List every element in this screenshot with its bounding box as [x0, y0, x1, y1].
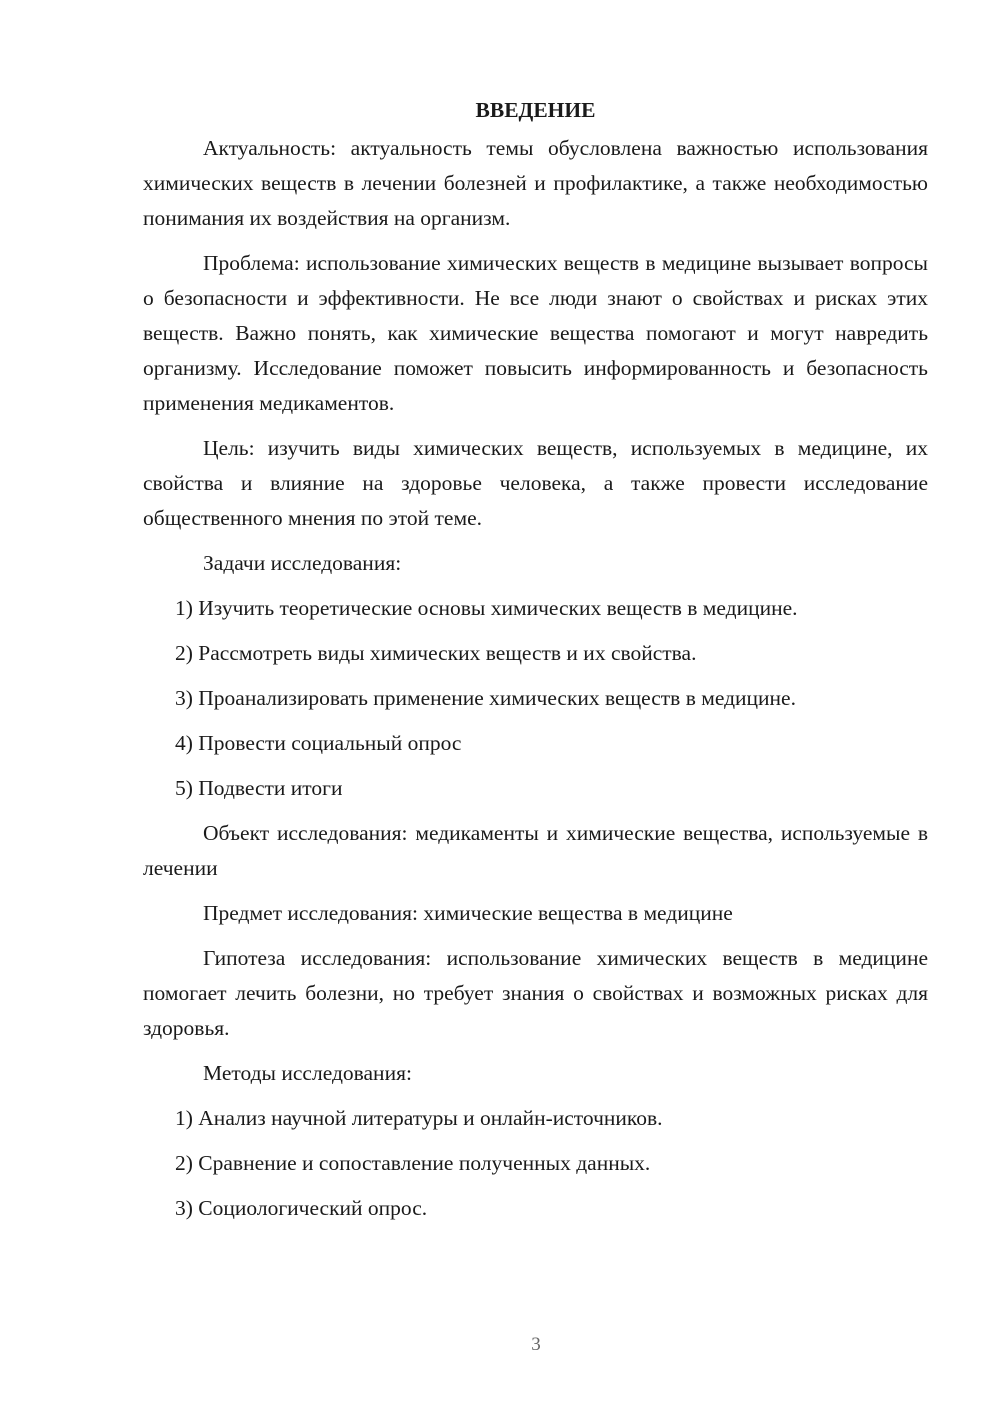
subject-paragraph: Предмет исследования: химические вещества в медицине	[203, 901, 733, 925]
tasks-list	[143, 591, 928, 806]
list-item-method-3: 3) Социологический опрос.	[175, 1196, 428, 1220]
page-number: 3	[531, 1334, 541, 1355]
object-paragraph: Объект исследования: медикаменты и химические вещества, используемые в лечении	[143, 821, 928, 880]
methods-heading: Методы исследования:	[203, 1061, 412, 1085]
page-title: ВВЕДЕНИЕ	[475, 98, 596, 122]
list-item-task-2: 2) Рассмотреть виды химических веществ и их свойства.	[175, 641, 697, 665]
tasks-heading: Задачи исследования:	[203, 551, 402, 575]
list-item-method-2: 2) Сравнение и сопоставление полученных данных.	[175, 1151, 651, 1175]
actuality-paragraph: Актуальность: актуальность темы обусловлена важностью использования химических веществ в лечении болезней и профилактике, а также необходимостью понимания их воздействия на организм.	[143, 136, 928, 230]
list-item-task-4: 4) Провести социальный опрос	[175, 731, 462, 755]
list-item-task-1: 1) Изучить теоретические основы химических веществ в медицине.	[175, 596, 798, 620]
problem-paragraph: Проблема: использование химических веществ в медицине вызывает вопросы о безопасности и эффективности. Не все люди знают о свойствах и рисках этих веществ. Важно понять, как химические вещества помогают и могут навредить организму. Исследование поможет повысить информированность и безопасность применения медикаментов.	[143, 251, 928, 415]
goal-paragraph: Цель: изучить виды химических веществ, используемых в медицине, их свойства и влияние на здоровье человека, а также провести исследование общественного мнения по этой теме.	[143, 436, 928, 530]
list-item-method-1: 1) Анализ научной литературы и онлайн-источников.	[175, 1106, 663, 1130]
list-item-task-3: 3) Проанализировать применение химических веществ в медицине.	[175, 686, 796, 710]
methods-list	[143, 1101, 928, 1226]
document-page	[143, 93, 928, 1236]
hypothesis-paragraph: Гипотеза исследования: использование химических веществ в медицине помогает лечить болезни, но требует знания о свойствах и возможных рисках для здоровья.	[143, 946, 928, 1040]
list-item-task-5: 5) Подвести итоги	[175, 776, 343, 800]
